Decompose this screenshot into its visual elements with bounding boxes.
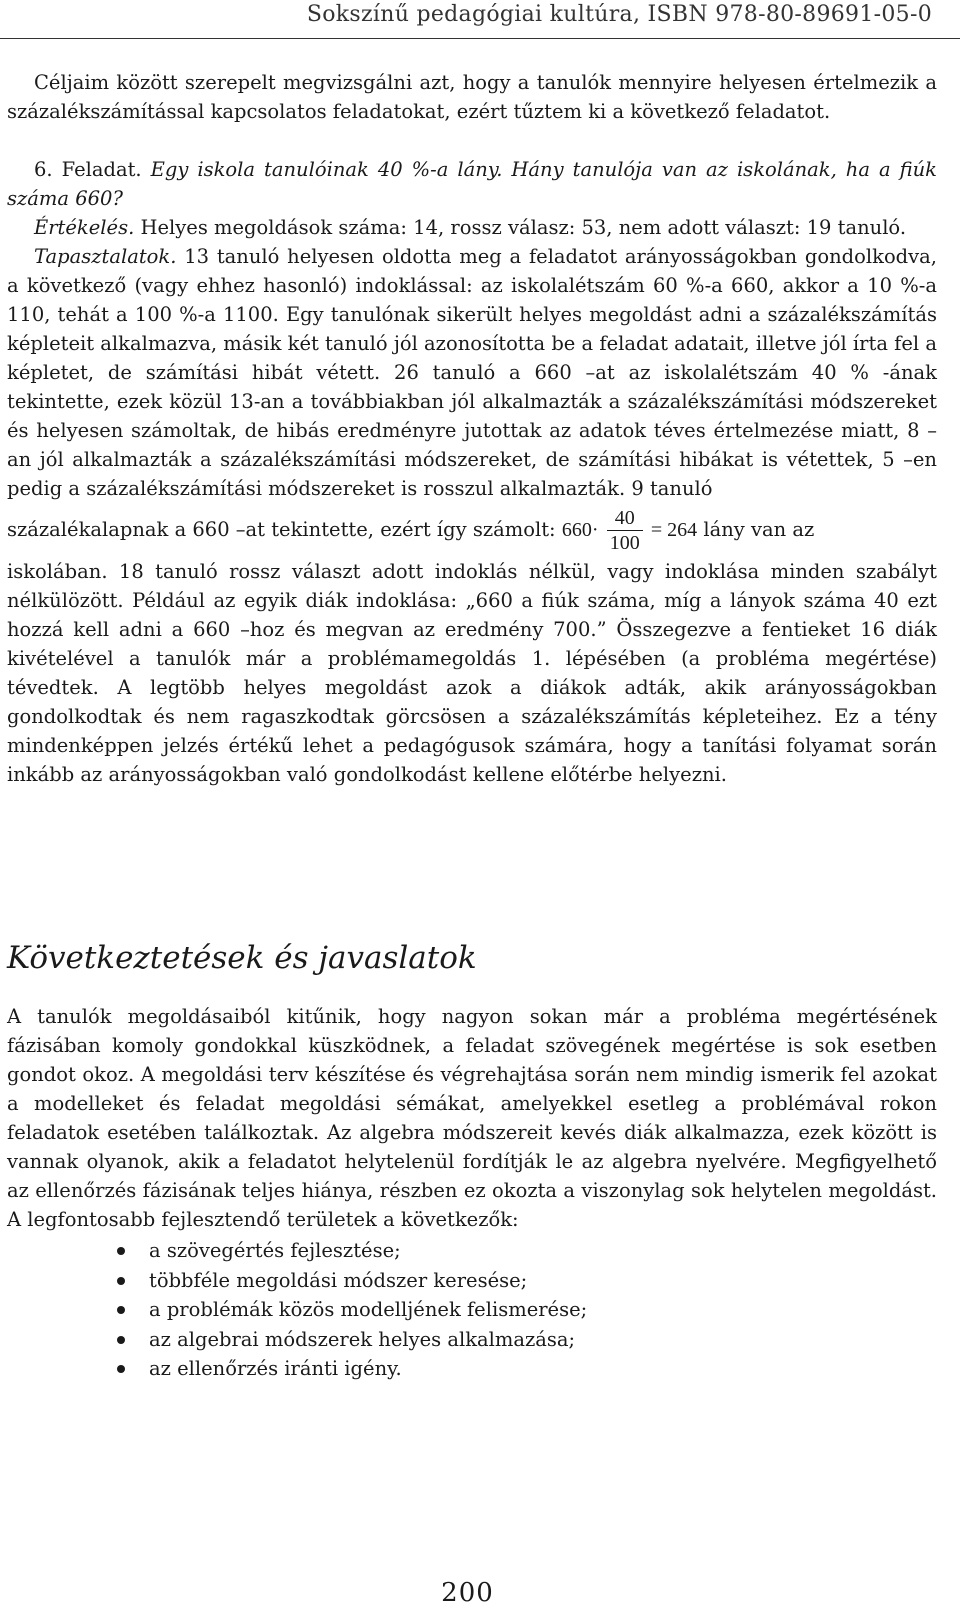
intro-paragraph: Céljaim között szerepelt megvizsgálni azt, hogy a tanulók mennyire helyesen értelmezik a százalékszámítással kapcsolatos feladatokat, ezért tűztem ki a következő feladatot. [7, 71, 937, 123]
formula-line [7, 503, 937, 557]
evaluation-paragraph [7, 213, 937, 242]
list-item-text: többféle megoldási módszer keresése; [149, 1268, 528, 1292]
formula-result: = 264 [650, 519, 698, 541]
evaluation-text: Helyes megoldások száma: 14, rossz válasz: 53, nem adott választ: 19 tanuló. [140, 216, 907, 239]
page-number: 200 [441, 1578, 494, 1608]
conclusions-paragraph: A tanulók megoldásaiból kitűnik, hogy nagyon sokan már a probléma megértésének fázisában komoly gondokkal küszködnek, a feladat szövegének megértése is sok esetben gondot okoz. A megoldási terv készítése és végrehajtása során nem mindig ismerik fel azokat a modelleket és feladat megoldási sémákat, amelyekkel esetleg a problémával rokon feladatok esetében találkoztak. Az algebra módszereit kevés diák alkalmazza, ezek között is vannak olyanok, akik a feladatot helytelenül fordítják le az algebra nyelvére. Megfigyelhető az ellenőrzés fázisának teljes hiánya, részben ez okozta a viszonylag sok helytelen megoldást. A legfontosabb fejlesztendő területek a következők: [7, 1005, 937, 1231]
list-item-text: a szövegértés fejlesztése; [149, 1239, 401, 1262]
evaluation-label: Értékelés. [34, 216, 135, 239]
paragraph-gap [7, 126, 937, 155]
experience-continuation: iskolában. 18 tanuló rossz választ adott indoklás nélkül, vagy indoklása minden szabályt nélkülözött. Például az egyik diák indoklása: „660 a fiúk száma, míg a lányok száma 40 ezt hozzá kell adni a 660 –hoz és megvan az eredmény 700.” Összegezve a fentieket 16 diák kivételével a tanulók már a problémamegoldás 1. lépésében (a probléma megértése) tévedtek. A legtöbb helyes megoldást azok a diákok adták, akik arányosságokban gondolkodtak és nem ragaszkodtak görcsösen a százalékszámítás képleteihez. Ez a tény mindenképpen jelzés értékű lehet a pedagógusok számára, hogy a tanítási folyamat során inkább az arányosságokban való gondolkodást kellene előtérbe helyezni. [7, 560, 937, 786]
task-label: 6. Feladat. [34, 158, 142, 181]
list-item-text: az ellenőrzés iránti igény. [149, 1357, 402, 1380]
bullet-icon [117, 1365, 125, 1373]
development-areas-list [7, 1236, 937, 1384]
running-header: Sokszínű pedagógiai kultúra, ISBN 978-80-89691-05-0 [306, 2, 932, 27]
formula-factor: 660 [561, 519, 592, 541]
body-text [7, 68, 937, 789]
multiplication-dot: · [591, 519, 599, 541]
task-paragraph [7, 155, 937, 213]
list-item [7, 1295, 937, 1325]
bullet-icon [117, 1336, 125, 1344]
experience-paragraph [7, 242, 937, 503]
experience-label: Tapasztalatok. [34, 245, 177, 268]
list-item [7, 1325, 937, 1355]
task-text: Egy iskola tanulóinak 40 %-a lány. Hány tanulója van az iskolának, ha a fiúk száma 660? [7, 158, 937, 210]
formula-before-text: százalékalapnak a 660 –at tekintette, ezért így számolt: [7, 518, 556, 541]
bullet-icon [117, 1306, 125, 1314]
conclusions-body [7, 1002, 937, 1384]
fraction-numerator: 40 [607, 507, 643, 531]
formula-after-text: lány van az [703, 518, 815, 541]
list-item-text: a problémák közös modelljének felismerése; [149, 1298, 588, 1321]
list-item [7, 1236, 937, 1266]
fraction [607, 507, 643, 554]
list-item [7, 1354, 937, 1384]
section-title: Következtetések és javaslatok [7, 940, 477, 976]
experience-text-a: 13 tanuló helyesen oldotta meg a feladatot arányosságokban gondolkodva, a következő (vagy ehhez hasonló) indoklással: az iskolalétszám 60 %-a 660, akkor a 10 %-a 110, tehát a 100 %-a 1100. Egy tanulónak sikerült helyes megoldást adni a százalékszámítás képleteit alkalmazva, másik két tanuló jól azonosította be a feladat adatait, illetve jól írta fel a képletet, de számítási hibát vétett. 26 tanuló a 660 –at az iskolalétszám 40 % -ának tekintette, ezek közül 13-an a továbbiakban jól alkalmazták a százalékszámítási módszereket és helyesen számoltak, de hibás eredményre jutottak az adatok téves értelmezése miatt, 8 –an jól alkalmazták a százalékszámítási módszereket, de számítási hibákat is vétettek, 5 –en pedig a százalékszámítási módszereket is rosszul alkalmazták. 9 tanuló [7, 245, 938, 500]
bullet-icon [117, 1247, 125, 1255]
list-item-text: az algebrai módszerek helyes alkalmazása; [149, 1327, 576, 1351]
header-rule [0, 38, 960, 39]
bullet-icon [117, 1277, 125, 1285]
list-item [7, 1266, 937, 1296]
fraction-denominator: 100 [609, 532, 640, 554]
